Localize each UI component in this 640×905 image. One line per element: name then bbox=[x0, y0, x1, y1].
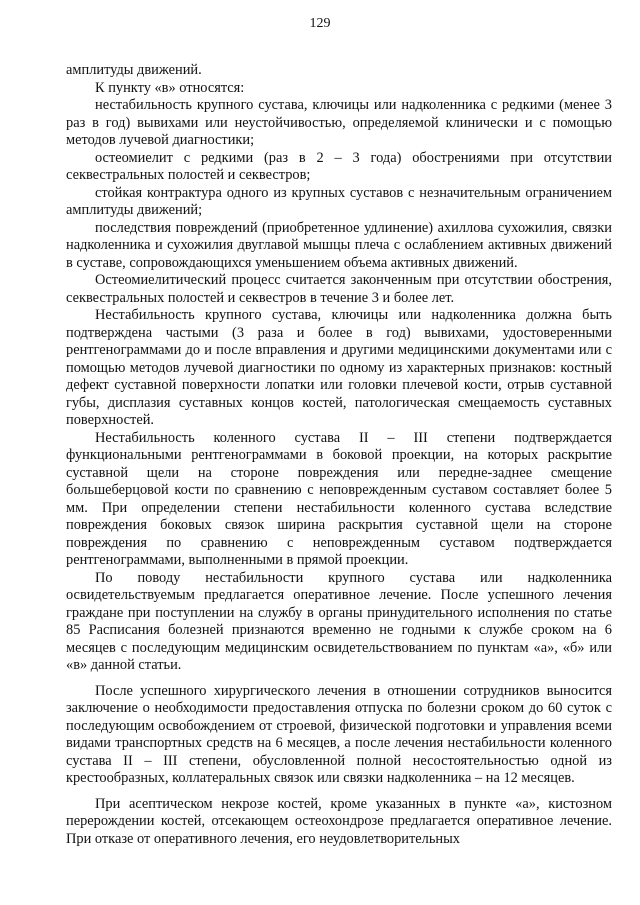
paragraph: остеомиелит с редкими (раз в 2 – 3 года) обострениями при отсутствии секвестральных полостей и секвестров; bbox=[66, 149, 612, 183]
body-text bbox=[66, 62, 612, 848]
paragraph: стойкая контрактура одного из крупных суставов с незначительным ограничением амплитуды движений; bbox=[66, 184, 612, 218]
paragraph: нестабильность крупного сустава, ключицы или надколенника с редкими (менее 3 раз в год) вывихами или неустойчивостью, определяемой клинически и с помощью методов лучевой диагностики; bbox=[66, 97, 612, 148]
paragraph: По поводу нестабильности крупного сустава или надколенника освидетельствуемым предлагается оперативное лечение. После успешного лечения граждане при поступлении на службу в органы принудительного исполнения по статье 85 Расписания болезней признаются временно не годными к службе сроком на 6 месяцев с последующим медицинским освидетельствованием по пунктам «а», «б» или «в» данной статьи. bbox=[66, 569, 612, 673]
paragraph: амплитуды движений. bbox=[66, 62, 202, 78]
paragraph: последствия повреждений (приобретенное удлинение) ахиллова сухожилия, связки надколенника и сухожилия двуглавой мышцы плеча с ослаблением активных движений в суставе, сопровождающихся уменьшением объема активных движений. bbox=[66, 219, 612, 271]
paragraph: Нестабильность коленного сустава II – III степени подтверждается функциональными рентгенограммами в боковой проекции, на которых раскрытие суставной щели на стороне повреждения или передне-заднее смещение большеберцовой кости по сравнению с неповрежденным суставом составляет более 5 мм. При определении степени нестабильности коленного сустава вследствие повреждения боковых связок ширина раскрытия суставной щели на стороне повреждения по сравнению с неповрежденным суставом подтверждается рентгенограммами, выполненными в прямой проекции. bbox=[66, 429, 612, 568]
page-number: 129 bbox=[309, 16, 331, 31]
paragraph: Нестабильность крупного сустава, ключицы или надколенника должна быть подтверждена частыми (3 раза и более в год) вывихами, удостоверенными рентгенограммами до и после вправления и другими медицинскими документами или с помощью методов лучевой диагностики по одному из характерных признаков: костный дефект суставной поверхности лопатки или головки плечевой кости, отрыв суставной губы, дисплазия суставных концов костей, патологическая смещаемость суставных поверхностей. bbox=[66, 307, 612, 428]
paragraph: При асептическом некрозе костей, кроме указанных в пункте «а», кистозном перерождении костей, отсекающем остеохондрозе предлагается оперативное лечение. При отказе от оперативного лечения, его неудовлетворительных bbox=[66, 795, 612, 847]
paragraph: Остеомиелитический процесс считается законченным при отсутствии обострения, секвестральных полостей и секвестров в течение 3 и более лет. bbox=[66, 272, 612, 306]
paragraph: После успешного хирургического лечения в отношении сотрудников выносится заключение о необходимости предоставления отпуска по болезни сроком до 60 суток с последующим освобождением от строевой, физической подготовки и управления всеми видами транспортных средств на 6 месяцев, а после лечения нестабильности коленного сустава II – III степени, обусловленной полной несостоятельностью одной из крестообразных, коллатеральных связок или связки надколенника – на 12 месяцев. bbox=[66, 682, 612, 786]
paragraph: К пункту «в» относятся: bbox=[95, 79, 245, 96]
